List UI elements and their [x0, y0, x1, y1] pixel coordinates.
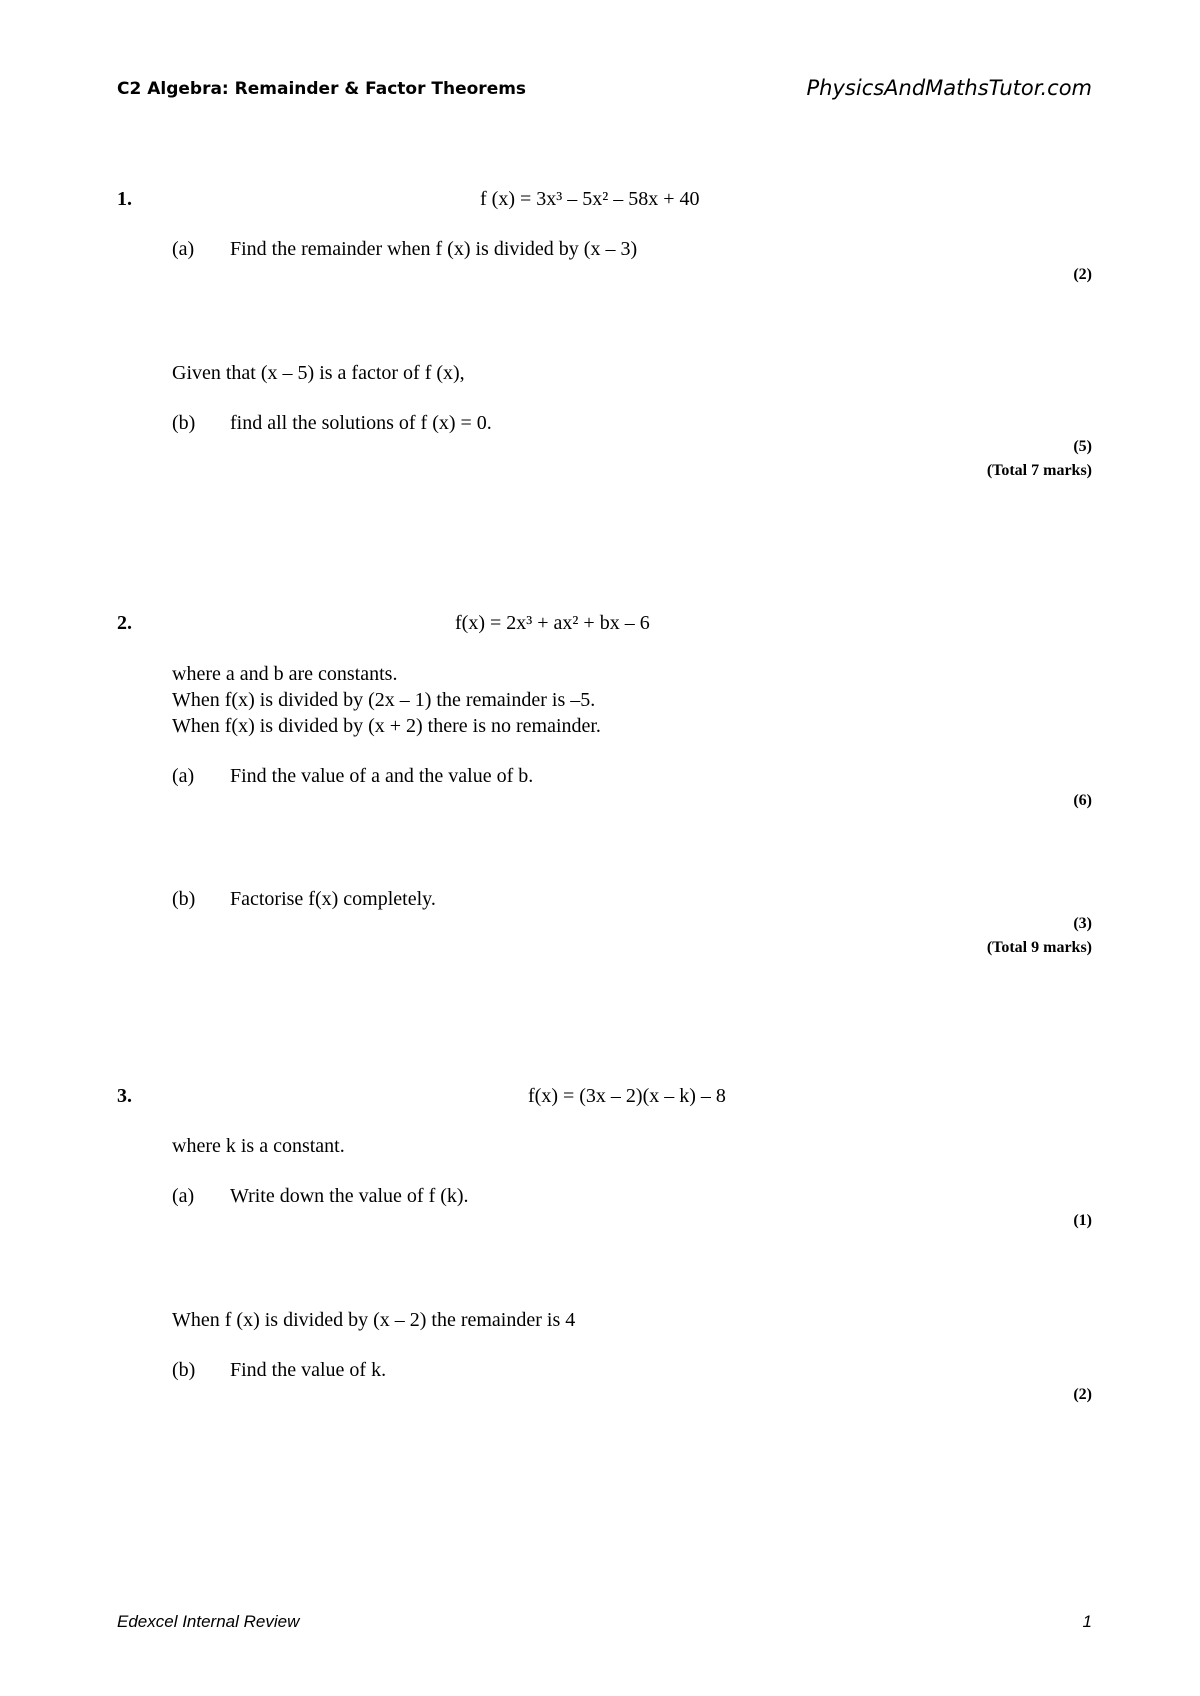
- question-3-context-line: where k is a constant.: [172, 1135, 345, 1157]
- question-1a-label: (a): [172, 238, 195, 260]
- question-3b-label: (b): [172, 1359, 196, 1381]
- question-2a-marks: (6): [1073, 792, 1092, 809]
- question-1-given: Given that (x – 5) is a factor of f (x),: [172, 362, 465, 384]
- question-1-number: 1.: [117, 188, 132, 210]
- question-2-context-line: where a and b are constants.: [172, 663, 398, 685]
- question-1a-text: Find the remainder when f (x) is divided by (x – 3): [230, 238, 638, 260]
- question-2-equation: f(x) = 2x³ + ax² + bx – 6: [455, 612, 650, 634]
- question-2b-text: Factorise f(x) completely.: [230, 888, 436, 910]
- question-2a-label: (a): [172, 765, 195, 787]
- footer-source: Edexcel Internal Review: [117, 1612, 300, 1631]
- question-2-total-marks: (Total 9 marks): [986, 939, 1092, 956]
- question-2a-text: Find the value of a and the value of b.: [230, 765, 534, 787]
- question-3a-label: (a): [172, 1185, 195, 1207]
- question-2-context-line: When f(x) is divided by (2x – 1) the remainder is –5.: [172, 689, 596, 711]
- question-3b-marks: (2): [1073, 1386, 1092, 1403]
- footer-page-number: 1: [1082, 1612, 1092, 1631]
- header-site: PhysicsAndMathsTutor.com: [806, 76, 1092, 100]
- question-2-number: 2.: [117, 612, 132, 634]
- question-1-equation: f (x) = 3x³ – 5x² – 58x + 40: [480, 188, 700, 210]
- question-3-number: 3.: [117, 1085, 132, 1107]
- question-3b-text: Find the value of k.: [230, 1359, 387, 1381]
- question-1b-text: find all the solutions of f (x) = 0.: [230, 412, 492, 434]
- question-2b-label: (b): [172, 888, 196, 910]
- header-title: C2 Algebra: Remainder & Factor Theorems: [117, 79, 527, 99]
- question-3-equation: f(x) = (3x – 2)(x – k) – 8: [528, 1085, 726, 1107]
- question-3-given: When f (x) is divided by (x – 2) the remainder is 4: [172, 1309, 576, 1331]
- question-1-total-marks: (Total 7 marks): [986, 462, 1092, 479]
- question-2b-marks: (3): [1073, 915, 1092, 932]
- question-1a-marks: (2): [1073, 266, 1092, 283]
- question-1b-label: (b): [172, 412, 196, 434]
- question-3a-marks: (1): [1073, 1212, 1092, 1229]
- question-3a-text: Write down the value of f (k).: [230, 1185, 469, 1207]
- question-1b-marks: (5): [1073, 438, 1092, 455]
- question-2-context-line: When f(x) is divided by (x + 2) there is no remainder.: [172, 715, 601, 737]
